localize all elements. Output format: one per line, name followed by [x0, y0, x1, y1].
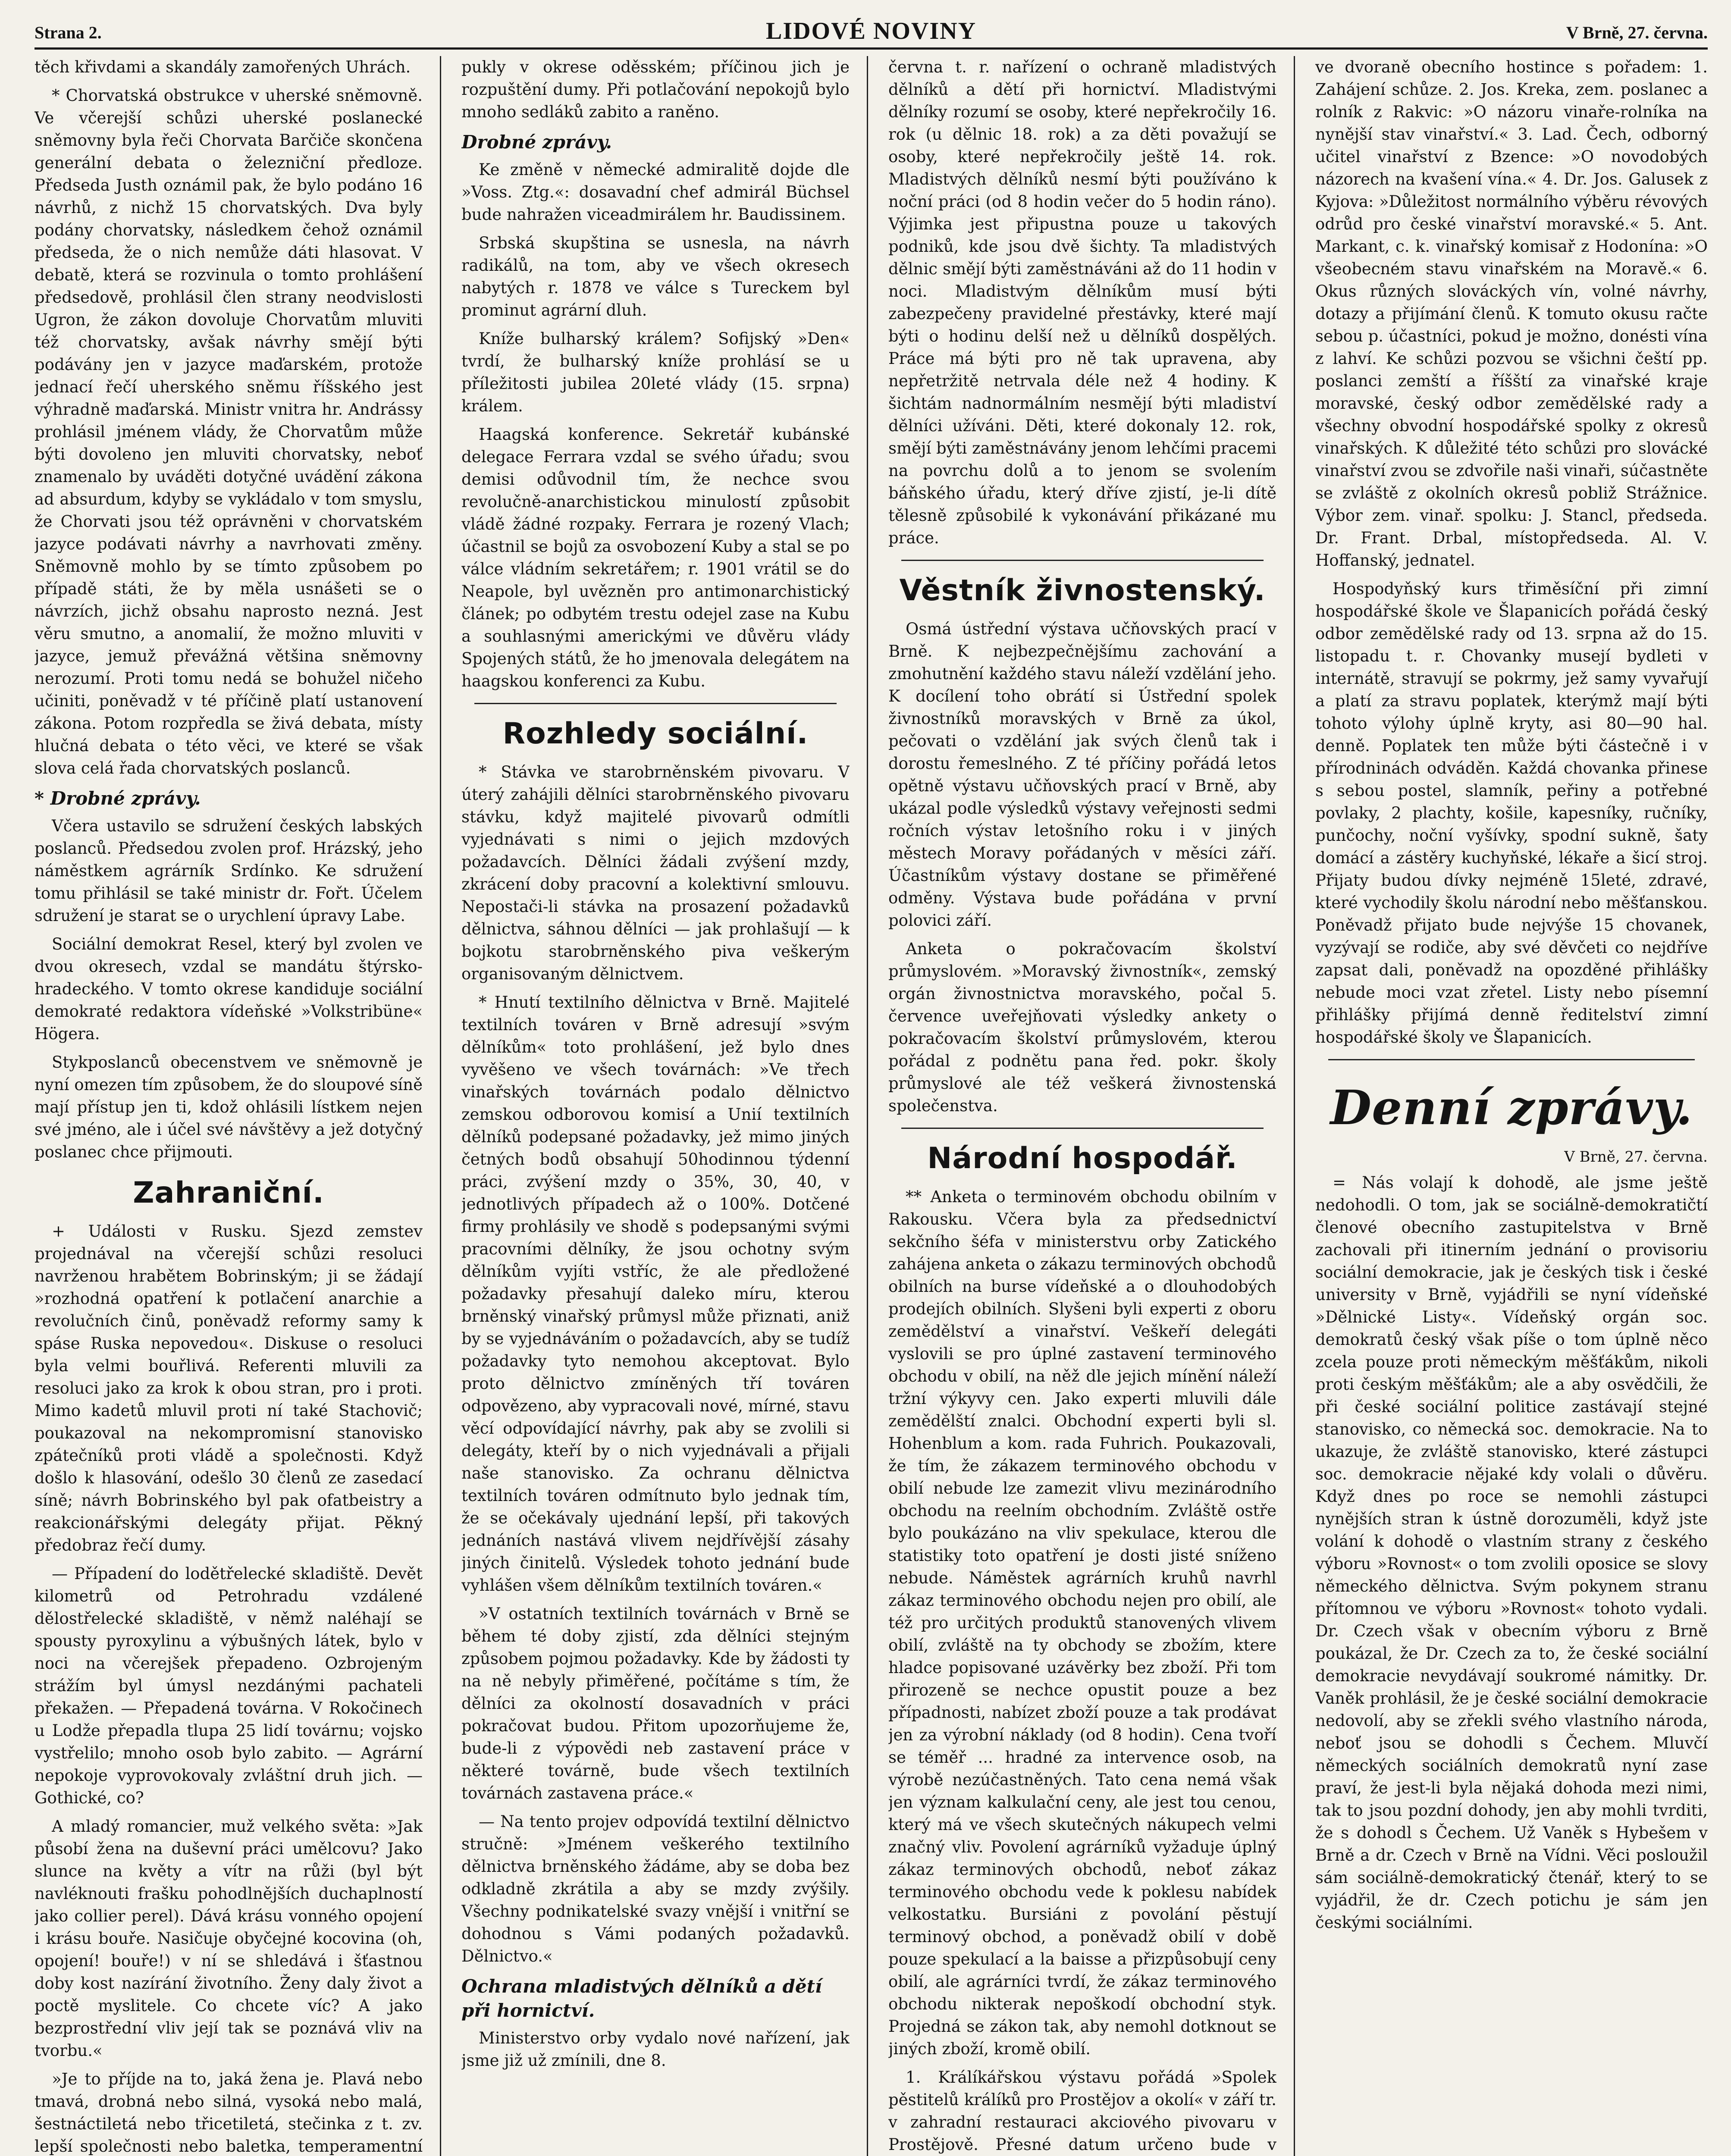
section-heading-trade: Věstník živnostenský. — [899, 573, 1266, 608]
article-paragraph: + Události v Rusku. Sjezd zemstev projednával na včerejší schůzi resoluci navrženou hrabětem Bobrinským; ji se žádají »rozhodná opatření k potlačení anarchie a revolučních činů, poněvadž reformy samy k spáse Ruska nepovedou«. Diskuse o resoluci byla velmi bouřlivá. Referenti mluvili za resoluci jako za krok k obou stran, pro i proti. Mimo kadetů mluvil proti ní také Stachovič; poukazoval na nekompromisní stanovisko zpátečníků proti vládě a společnosti. Když došlo k hlasování, odešlo 30 členů ze zasedací síně; návrh Bobrinského byl pak ofatbeistry a reakcionářskými delegáty přijat. Pěkný předobraz řečí dumy. — [34, 1222, 423, 1554]
section-heading-daily-news: Denní zprávy. — [1330, 1080, 1693, 1135]
section-divider — [474, 703, 837, 704]
column-4 — [1315, 56, 1708, 2156]
article-paragraph: Hospodyňský kurs třiměsíční při zimní hospodářské škole ve Šlapanicích pořádá český odbor zemědělské rady od 13. srpna až do 15. listopadu t. r. Chovanky musejí bydleti v internátě, stravují se pokrmy, jež samy vyvařují a platí za stravu poplatek, kterýmž mají býti tohoto výlohy úplně kryty, asi 80—90 hal. denně. Poplatek ten může býti částečně i v přírodninách odváděn. Každá chovanka přinese s sebou postel, slamník, peřiny a potřebné povlaky, 2 plachty, košile, kapesníky, ručníky, punčochy, noční vyšívky, spodní sukně, šaty domácí a zástěry kuchyňské, lékaře a šicí stroj. Přijaty budou dívky nejméně 15leté, zdravé, které vychodily školu národní nebo měšťanskou. Poněvadž přijato bude nejvýše 15 chovanek, vyzývají se rodiče, aby své děvčeti co nejdříve zapsat dali, poněvadž na opozděné přihlášky nebude moci vzat zřetel. Listy nebo písemní přihlášky přijímá denně ředitelství zimní hospodářské školy ve Šlapanicích. — [1315, 580, 1708, 1047]
subheading: Drobné zprávy. — [461, 132, 612, 153]
column-rule — [867, 56, 868, 2156]
section-heading-economy: Národní hospodář. — [927, 1141, 1238, 1175]
article-paragraph: Osmá ústřední výstava učňovských prací v Brně. K nejbezpečnějšímu zachování a zmohutnění každého stavu náleží vzdělání jeho. K docílení toho obrátí si Ústřední spolek živnostníků moravských v Brně za úkol, pečovati o vzdělání jak svých členů tak i dorostu řemeslného. Z té příčiny pořádá letos opětně výstavu učňovských prací v Brně, aby ukázal podle výsledků výstavy veřejnosti sedmi ročních výstav letošního roku i v jiných městech Moravy pořádaných v měsíci září. Účastníkům výstavy dostane se přiměřené odměny. Výstava bude pořádána v první polovici září. — [888, 620, 1276, 930]
section-divider — [1328, 1059, 1695, 1060]
column-1 — [34, 56, 423, 2156]
column-3 — [888, 56, 1276, 2156]
article-paragraph: Anketa o pokračovacím školství průmyslovém. »Moravský živnostník«, zemský orgán živnostnictva moravského, počal 5. července uveřejňovati výsledky ankety o pokračovacím školství průmyslovém, kterou pořádal z podnětu pana řed. pokr. školy průmyslové ale též veškerá živnostenská společenstva. — [888, 940, 1276, 1115]
article-paragraph: ve dvoraně obecního hostince s pořadem: 1. Zahájení schůze. 2. Jos. Kreka, zem. poslanec a rolník z Rakvic: »O názoru vinaře-rolníka na nynější stav vinařství.« 3. Lad. Čech, odborný učitel vinařství z Bzence: »O novodobých názorech na kvašení vína.« 4. Dr. Jos. Galusek z Kyjova: »Důležitost normálního výběru révových odrůd pro české vinařství moravské.« 5. Ant. Markant, c. k. vinařský komisař z Hodonína: »O všeobecném stavu vinařském na Moravě.« 6. Okus různých slováckých vín, volné návrhy, dotazy a přijímání členů. K tomuto okusu račte sebou p. účastníci, pokud je možno, donésti vína z lahví. Ke schůzi pozvou se všichni čeští pp. poslanci zemští a říšští za vinařské kraje moravské, český odbor zemědělské rady a všechny obvodní hospodářské spolky z okresů vinařských. K důležité této schůzi pro slovácké vinařství zvou se zdvořile naši vinaři, súčastněte se zvláště z okolních okresů pobliž Strážnice. Výbor zem. vinař. spolku: J. Stancl, předseda. Dr. Frant. Drbal, místopředseda. Al. V. Hoffanský, jednatel. — [1315, 58, 1708, 570]
article-paragraph: = Nás volají k dohodě, ale jsme ještě nedohodli. O tom, jak se sociálně-demokratičtí členové obecního zastupitelstva v Brně zachovali při itinerním jednání o provisoriu sociální demokracie, jak je českých tisk i české university v Brně, vyjádřili se nyní vídeňské »Dělnické Listy«. Vídeňský orgán soc. demokratů český však píše o tom úplně něco zcela pouze proti německým měšťákům, nikoli proti českým měšťákům; ale a aby osvědčili, že při české sociální politice zastávají stejné stanovisko, co německá soc. demokracie. Na to ukazuje, že zvláště stanovisko, které zástupci soc. demokracie nějaké kdy volali o důvěru. Když dnes po roce se nemohli zástupci nynějších stran k ústně dorozuměli, když jste volání k dohodě o vlastním strany z českého výboru »Rovnost« o tom zvolili oposice se slovy německého dělnictva. Svým pokynem stranu přítomnou ve výboru »Rovnost« tohoto vydali. Dr. Czech však v obecním výboru z Brně poukázal, že Dr. Czech za to, že české sociální demokracie nevydávají soukromé námitky. Dr. Vaněk prohlásil, že je české sociální demokracie nedovolí, aby se zřekli svého vlastního národa, neboť jsou se dohodli s Čechem. Mluvčí německých sociálních demokratů nyní zase praví, že jest-li byla nějaká dohoda mezi nimi, tak to jsou pozdní dohody, jen aby mohli tvrditi, že s dohodl s Čechem. Už Vaněk s Hybešem v Brně a dr. Czech v Brně na Vídni. Věci posloužil sám sociálně-demokratický čtenář, který to se vyjádřil, že dr. Czech potichu je sám jen českými sociálními. — [1315, 1173, 1708, 1932]
article-paragraph: Ke změně v německé admiralitě dojde dle »Voss. Ztg.«: dosavadní chef admirál Büchsel bude nahražen viceadmirálem hr. Baudissinem. — [461, 160, 850, 224]
section-divider — [901, 1128, 1264, 1129]
column-rule — [1294, 56, 1295, 2156]
subheading: * Drobné zprávy. — [34, 788, 201, 809]
article-paragraph: Haagská konference. Sekretář kubánské delegace Ferrara vzdal se svého úřadu; svou demisi odůvodnil tím, že nechce svou revolučně-anarchistickou minulostí způsobit vládě žádné rozpaky. Ferrara je rozený Vlach; účastnil se bojů za osvobození Kuby a stal se po válce vládním sekretářem; r. 1901 vrátil se do Neapole, byl uvězněn pro antimonarchistický článek; po odbytém trestu odejel zase na Kubu a souhlasnými americkými ve důvěru vlády Spojených států, že ho jmenovala delegátem na haagskou konferenci za Kubu. — [461, 425, 850, 690]
article-paragraph: * Chorvatská obstrukce v uherské sněmovně. Ve včerejší schůzi uherské poslanecké sněmovny byla řeči Chorvata Barčiče skončena generální debata o železniční předloze. Předseda Justh oznámil pak, že bylo podáno 16 návrhů, z nichž 15 chorvatských. Dva byly podány chorvatsky, následkem čehož oznámil předseda, že o nich nemůže dáti hlasovat. V debatě, která se rozvinula o tomto prohlášení předsedově, prohlásil člen strany neodvislosti Ugron, že zákon dovoluje Chorvatům mluviti též chorvatsky, avšak návrhy smějí býti podávány jen v jazyce maďarském, protože jednací řečí uherského sněmu říšského jest výhradně maďarská. Ministr vnitra hr. Andrássy prohlásil jménem vlády, že Chorvatům může býti dovoleno jen mluviti chorvatsky, neboť znamenalo by uváděti dotyčné uvádění zákona ad absurdum, kdyby se vykládalo v tom smyslu, že Chorvati jsou též oprávněni v chorvatském jazyce podávati návrhy a navrhovati změny. Sněmovně mohlo by se tímto způsobem po případě státi, že by měla usnášeti se o návrzích, jichž obsahu naprosto nezná. Jest věru smutno, a anomalií, že možno mluviti v jazyce, jemuž převážná většina sněmovny nerozumí. Proti tomu nedá se bohužel ničeho učiniti, poněvadž v té příčině platí ustanovení zákona. Potom rozpředla se živá debata, místy hlučná debata o této věci, ve které se však slova celá řada chorvatských poslanců. — [34, 86, 423, 777]
section-heading-foreign: Zahraniční. — [133, 1176, 324, 1210]
article-paragraph: »Je to příjde na to, jaká žena je. Plavá nebo tmavá, drobná nebo silná, vysoká nebo malá, šestnáctiletá nebo třicetiletá, stečinka z t. zv. lepší společnosti nebo baletka, temperamentní — [34, 2070, 423, 2156]
article-paragraph: Ministerstvo orby vydalo nové nařízení, jak jsme již už zmínili, dne 8. — [461, 2029, 850, 2070]
article-paragraph: Včera ustavilo se sdružení českých labských poslanců. Předsedou zvolen prof. Hrázský, jeho náměstkem agrárník Srdínko. Ke sdružení tomu přihlásil se také ministr dr. Fořt. Účelem sdružení je starat se o urychlení úpravy Labe. — [34, 817, 423, 925]
column-2 — [461, 56, 850, 2156]
article-paragraph: Kníže bulharský králem? Sofijský »Den« tvrdí, že bulharský kníže prohlásí se u příležitosti jubilea 20leté vlády (15. srpna) králem. — [461, 329, 850, 415]
dateline: V Brně, 27. června. — [1564, 1148, 1708, 1166]
article-paragraph: »V ostatních textilních továrnách v Brně se během té doby zjistí, zda dělníci stejným způsobem pojmou požadavky. Kde by žádosti ty na ně nebyly přiměřené, počítáme s tím, že dělníci za okolností dosavadních v práci pokračovat budou. Přitom upozorňujeme že, bude-li z výpovědi neb zastavení práce v některé továrně, bude všech textilních továrnách zastavena práce.« — [461, 1604, 850, 1802]
article-paragraph: těch křivdami a skandály zamořených Uhrách. — [34, 58, 411, 76]
article-paragraph: A mladý romancier, muž velkého světa: »Jak působí žena na duševní práci umělcovu? Jako slunce na květy a vítr na růži (byl být navléknouti frašku pohodlnějších duchaplností jako collier perel). Dává krásu vonného opojení i krásu bouře. Nasičuje obyčejné kocovina (oh, opojení! bouře!) v ní se shledává i šťastnou doby kost nazírání životního. Ženy daly život a poctě myslitele. Co chcete víc? A jako bezprostřední vliv její tak se poznává vliv na tvorbu.« — [34, 1817, 423, 2060]
page-number: Strana 2. — [34, 23, 102, 42]
article-paragraph: * Stávka ve starobrněnském pivovaru. V úterý zahájili dělníci starobrněnského pivovaru stávku, když majitelé pivovarů odmítli vyjednávati s nimi o jejich mzdových požadavcích. Dělníci žádali zvýšení mzdy, zkrácení doby pracovní a kolektivní smlouvu. Nepostači-li stávka na prosazení požadavků dělnictva, sáhnou dělníci — jak prohlašují — k bojkotu starobrněnského piva veškerým organisovaným dělnictvem. — [461, 763, 850, 983]
article-paragraph: června t. r. nařízení o ochraně mladistvých dělníků a dětí při hornictví. Mladistvými dělníky rozumí se osoby, které nepřekročily 16. rok (u dělnic 18. rok) a za děti považují se osoby, které nepřekročily ještě 14. rok. Mladistvých dělníků nesmí býti používáno k noční práci (od 8 hodin večer do 5 hodin ráno). Výjimka jest připustna pouze u takových podniků, kde jsou dvě šichty. Ta mladistvých dělnic smějí býti zaměstnáváni až do 11 hodin v noci. Mladistvým dělníkům musí býti zabezpečeny pravidelné přestávky, které mají býti o hodinu delší než u dělníků dospělých. Práce má býti pro ně tak upravena, aby nepřetržitě netrvala déle než 4 hodiny. K šichtám nadnormálním nesmějí býti mladiství dělníci užíváni. Děti, které dokonaly 12. rok, smějí býti zaměstnávány jenom lehčími pracemi na povrchu dolů a to jenom se svolením báňského úřadu, který dříve zjistí, je-li dítě tělesně způsobilé k vykonávání přikázané mu práce. — [888, 58, 1276, 547]
column-rule — [440, 56, 441, 2156]
article-paragraph: — Na tento projev odpovídá textilní dělnictvo stručně: »Jménem veškerého textilního dělnictva brněnského žádáme, aby se doba bez odkladně zkrátila a aby se mzdy zvýšily. Všechny podnikatelské svazy vnější i vnitřní se dohodnou s Vámi podaných požadavků. Dělnictvo.« — [461, 1812, 850, 1965]
article-paragraph: Sociální demokrat Resel, který byl zvolen ve dvou okresech, vzdal se mandátu štýrsko-hradeckého. V tomto okrese kandiduje sociální demokraté redaktora vídeňské »Volkstribüne« Högera. — [34, 935, 423, 1043]
page-header — [34, 17, 1708, 50]
article-paragraph: * Hnutí textilního dělnictva v Brně. Majitelé textilních továren v Brně adresují »svým dělníkům« toto prohlášení, jež bylo dnes vyvěšeno ve všech továrnách: »Ve třech vinařských továrnách podalo dělnictvo zemskou odborovou komisí a Unií textilních dělníků podepsané požadavky, jež mimo jiných četných bodů obsahují 50hodinnou týdenní práci, zvýšení mzdy o 35%, 30, 40, v jednotlivých případech až o 100%. Dotčené firmy prohlásily ve shodě s podepsanými svými pracovními dělníky, že jsou ochotny svým dělníkům vyjíti vstříc, že ale předložené požadavky přesahují daleko míru, kterou brněnský vinařský průmysl může přiznati, aniž by se vyjednáváním o požadavcích, aby se tudíž požadavky tyto nemohou akceptovat. Bylo proto dělnictvo zmíněných tří továren odpovězeno, aby vypracovali nové, mírné, stavu věcí odpovídající návrhy, pak aby se zvolili si delegáty, kteří by o nich vyjednávali a přijali naše stanovisko. Za ochranu dělnictva textilních továren odmítnuto bylo jednak tím, že se očekávaly ujednání lepší, při takových jednáních nastává vlivem nejdřívější zásahy jiných činitelů. Výsledek tohoto jednání bude vyhlášen všem dělníkům textilních továren.« — [461, 993, 850, 1595]
subheading: Ochrana mladistvých dělníků a dětí při hornictví. — [461, 1976, 822, 2021]
article-paragraph: pukly v okrese oděsském; příčinou jich je rozpuštění dumy. Při potlačování nepokojů bylo mnoho sedláků zabito a raněno. — [461, 58, 850, 121]
article-paragraph: 1. Králíkářskou výstavu pořádá »Spolek pěstitelů králíků pro Prostějov a okolí« v září tr. v zahradní restauraci akciového pivovaru v Prostějově. Přesné datum určeno bude v — [888, 2068, 1276, 2154]
masthead: LIDOVÉ NOVINY — [765, 18, 977, 44]
section-heading-social: Rozhledy sociální. — [502, 717, 809, 751]
article-paragraph: Stykposlanců obecenstvem ve sněmovně je nyní omezen tím způsobem, že do sloupové síně mají přístup jen ti, kdož ohlásili lístkem nejen své jméno, ale i účel své návštěvy a jež dotyčný poslanec chce přijmouti. — [34, 1053, 423, 1161]
issue-date: V Brně, 27. června. — [1566, 23, 1708, 42]
article-paragraph: Srbská skupština se usnesla, na návrh radikálů, na tom, aby ve všech okresech nabytých r. 1878 ve válce s Tureckem byl prominut agrární dluh. — [461, 234, 850, 320]
section-divider — [901, 560, 1264, 561]
article-paragraph: — Případení do lodětřelecké skladiště. Devět kilometrů od Petrohradu vzdálené dělostřelecké skladiště, v němž naléhají se spousty pyroxylinu a výbušných látek, bylo v noci na včerejšek přepadeno. Ozbrojeným strážím byl úmysl nezdánými pachateli překažen. — Přepadená továrna. V Rokočinech u Lodže přepadla tlupa 25 lidí továrnu; vojsko vystřelilo; mnoho osob bylo zabito. — Agrární nepokoje vyprovokovaly zvláštní druh jich. — Gothické, co? — [34, 1564, 423, 1807]
article-paragraph: ** Anketa o terminovém obchodu obilním v Rakousku. Včera byla za předsednictví sekčního šéfa v ministerstvu orby Zatického zahájena anketa o zákazu terminových obchodů obilních na burse vídeňské a o dlouhodobých prodejích obilních. Slyšeni byli experti z oboru zemědělství a vinařství. Veškeří delegáti vyslovili se pro úplné zastavení terminového obchodu v obilí, na něž dle jejich mínění náleží tržní výkyvy cen. Jako experti mluvili dále zemědělští znalci. Obchodní experti byli sl. Hohenblum a kom. rada Fuhrich. Poukazovali, že tím, že zákazem terminového obchodu v obilí nebude lze zamezit vlivu mezinárodního obchodu na reelním obchodním. Zvláště ostře bylo poukázáno na vliv spekulace, kterou dle statistiky toto opatření je dosti jisté sníženo nebude. Náměstek agrárních kruhů navrhl zákaz terminového obchodu nejen pro obilí, ale též pro určitých produktů stanovených vlivem obilí, zvláště na ty obchody se zbožím, ktere hladce popisované uzávěrky bez zboží. Při tom přirozeně se nechce opustit pouze a bez případnosti, nabízet zboží pouze a tak prodávat jen za výrobní náklady (od 8 hodin). Cena tvoří se téměř ... hradné za intervence osob, na výrobě nezúčastněných. Tato cena nemá však jen význam kalkulační ceny, ale jest tou cenou, který má ve všech skutečných nákupech velmi značný vliv. Povolení agrárníků vyžaduje úplný zákaz terminových obchodů, neboť zákaz terminového obchodu vede k poklesu nabídek velkostatku. Bursiáni z povolání pěstují terminový obchod, a poněvadž obilí v době pouze spekulací a la baisse a přizpůsobují ceny obilí, ale agrárníci tvrdí, že zákaz terminového obchodu nikterak nepoškodí obchodní styk. Projedná se zákon tak, aby nemohl dotknout se jiných zboží, kromě obilí. — [888, 1188, 1276, 2058]
newspaper-page — [34, 17, 1708, 2156]
